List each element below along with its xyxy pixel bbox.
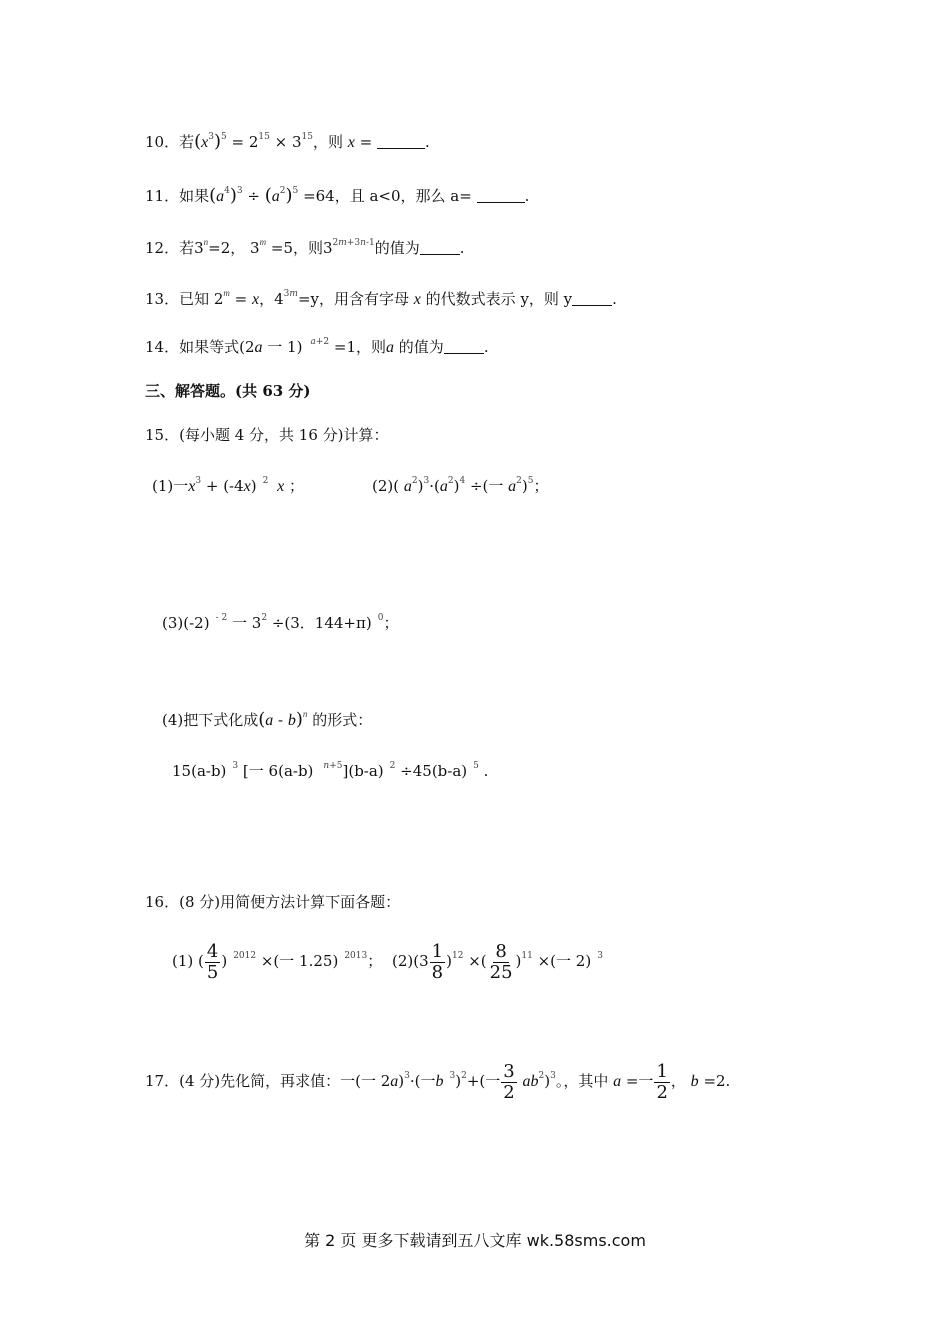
problem-text: . (483, 762, 489, 780)
problem-15-2: (2)( $a^2)^3\cdot(a^2)^4$ ÷(一 $a^2)^5$； (372, 476, 549, 495)
problem-12: 12．若$3^n=2$， 3$^m$ =5，则$3^{2m+3n-1}$的值为 . (145, 237, 465, 257)
problem-15-3: (3)(-2) $^{- 2}$ 一 $3^2 \div(3$．144+π) $^0$； (162, 613, 399, 632)
expression-part: ÷45(b-a) (400, 762, 468, 780)
fraction: $\frac{3}{2}$ (503, 1060, 515, 1103)
expression-part: [一 6(a-b) (242, 762, 314, 780)
problem-text: . (459, 239, 465, 257)
problem-text: ，则 (312, 133, 343, 151)
answer-blank[interactable] (444, 339, 484, 354)
problem-text: . (524, 187, 530, 205)
problem-16-2: (2)(3 $\frac{1}{8}$ )$^{12}$ ×( $\frac{8}{25}$ )$^{11}$ ×(一 2) $^3$ (392, 940, 603, 983)
problem-text: = (354, 133, 377, 151)
expression-part: ](b-a) (342, 762, 384, 780)
problem-text: =1，则 (333, 338, 387, 356)
sub-label: (1)一 (152, 477, 189, 495)
problem-text: = (229, 290, 253, 308)
section-heading: 三、解答题。(共 63 分) (145, 382, 311, 400)
problem-number: 14． (145, 338, 180, 356)
problem-text: 已知 2 (179, 290, 224, 308)
answer-blank[interactable] (477, 188, 525, 203)
problem-number: 12． (145, 239, 180, 257)
problem-text: 如果等式(2 (179, 338, 255, 356)
problem-text: 的形式： (312, 711, 373, 729)
problem-17: 17．(4 分)先化简，再求值：一(一 2a)$^3$·(一b $^3$)$^2$+(一 $\frac{3}{2}$ $ab^2)^3$。，其中 a =一 $\frac{1}{2}$ ， b =2. (145, 1060, 731, 1103)
fraction: $\frac{4}{5}$ (206, 940, 219, 983)
fraction: $\frac{1}{2}$ (656, 1060, 668, 1103)
problem-text: 如果 (179, 187, 210, 205)
problem-text: =5，则 (270, 239, 323, 257)
problem-16-1: (1) ( $\frac{4}{5}$ ) $^{2012}$ ×(一 1.25) $^{2013}$； (172, 940, 383, 983)
sub-label: (4)把下式化成 (162, 711, 259, 729)
problem-text: 若 (179, 239, 195, 257)
fraction: $\frac{8}{25}$ (489, 940, 513, 983)
problem-text: =64，且 a<0，那么 a= (303, 187, 477, 205)
problem-text: 的值为 (398, 338, 444, 356)
problem-15-title: 15．(每小题 4 分，共 16 分)计算： (145, 426, 389, 444)
sub-label: (2)( (372, 477, 400, 495)
variable: x (347, 134, 355, 151)
problem-text: . (424, 133, 430, 151)
problem-text: . (612, 290, 617, 308)
problem-number: 13． (145, 290, 180, 308)
problem-13: 13．已知 $2^m = x$，$4^{3m}=y$，用含有字母 x 的代数式表示 y，则 y . (145, 288, 617, 308)
sub-label: (3)(-2) (162, 614, 210, 632)
problem-15-4-expression: 15(a-b) $^3$ [一 6(a-b) $^{n+5}$](b-a) $^2$ ÷45(b-a) $^5$ . (172, 761, 489, 780)
problem-text: ，4 (259, 290, 284, 308)
problem-text: 17．(4 分)先化简，再求值： (145, 1072, 341, 1090)
problem-text: 若 (179, 133, 195, 151)
problem-text: 的值为 (374, 239, 420, 257)
problem-15-4: (4)把下式化成(a - b)$^n$ 的形式： (162, 709, 373, 730)
problem-text: . (483, 338, 489, 356)
problem-text: 的代数式表示 y，则 y (425, 290, 573, 308)
answer-blank[interactable] (572, 291, 612, 306)
problem-text: =y，用含有字母 (297, 290, 409, 308)
answer-blank[interactable] (420, 240, 460, 255)
page-footer: 第 2 页 更多下载请到五八文库 wk.58sms.com (304, 1231, 646, 1250)
problem-text: =2， (208, 239, 246, 257)
problem-10: 10．若$(x^3)^5 = 2^{15} \times 3^{15}$，则 x = . (145, 131, 430, 152)
problem-16-title: 16．(8 分)用简便方法计算下面各题： (145, 893, 401, 911)
problem-11: 11．如果$(a^4)^3 \div (a^2)^5 =64$，且 a<0，那么 a= . (145, 185, 530, 206)
problem-number: 11． (145, 187, 180, 205)
problem-14: 14．如果等式(2a 一 1) $^{a+2}$ =1，则a 的值为 . (145, 337, 489, 356)
problem-text: 一 1) (267, 338, 303, 356)
fraction: $\frac{1}{8}$ (431, 940, 444, 983)
expression-part: 15(a-b) (172, 762, 227, 780)
problem-15-1: (1)一$x^3 + (-4x)$ $^2$ x ； (152, 476, 305, 495)
answer-blank[interactable] (377, 134, 425, 149)
problem-number: 10． (145, 133, 180, 151)
